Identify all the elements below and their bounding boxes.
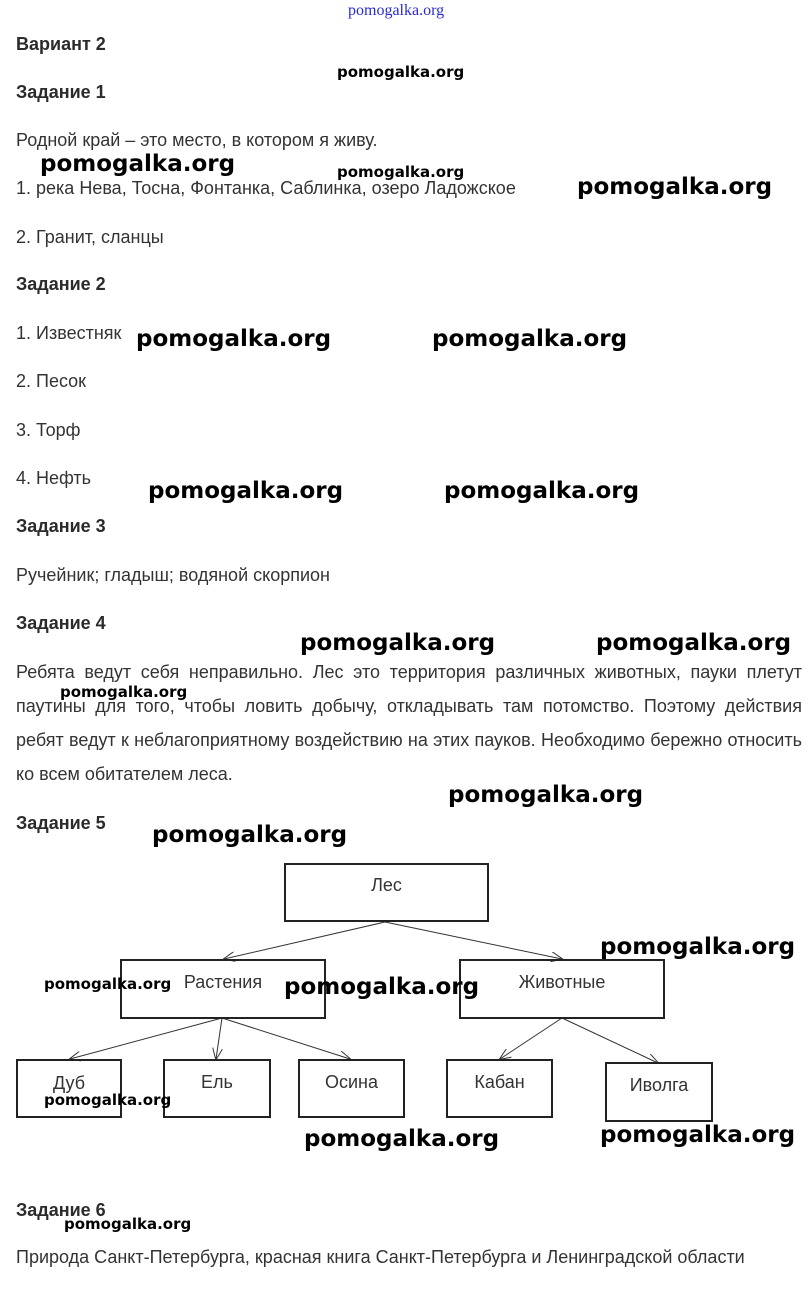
arrow-plants-spruce (216, 1018, 222, 1059)
watermark: pomogalka.org (304, 1126, 500, 1152)
watermark: pomogalka.org (432, 326, 628, 352)
watermark: pomogalka.org (600, 934, 796, 960)
task1-item1: 1. река Нева, Тосна, Фонтанка, Саблинка, озеро Ладожское (16, 178, 516, 198)
task3-title: Задание 3 (16, 516, 106, 536)
watermark: pomogalka.org (448, 782, 644, 808)
box-aspen: Осина (298, 1059, 405, 1118)
watermark: pomogalka.org (40, 151, 236, 177)
arrow-plants-oak (70, 1018, 222, 1059)
task6-title: Задание 6 (16, 1200, 106, 1220)
task2-item-4: 4. Нефть (16, 468, 92, 488)
watermark: pomogalka.org (44, 1091, 172, 1109)
task6-text: Природа Санкт-Петербурга, красная книга Санкт-Петербурга и Ленинградской области (16, 1247, 745, 1267)
task2-item-3: 3. Торф (16, 420, 81, 440)
box-animals: Животные (459, 959, 665, 1019)
task1-item2: 2. Гранит, сланцы (16, 227, 164, 247)
variant-title: Вариант 2 (16, 34, 106, 54)
watermark: pomogalka.org (152, 822, 348, 848)
task3-text: Ручейник; гладыш; водяной скорпион (16, 565, 330, 585)
task2-item-2: 2. Песок (16, 371, 87, 391)
box-oriole: Иволга (605, 1062, 713, 1122)
task2-title: Задание 2 (16, 274, 106, 294)
task4-text: Ребята ведут себя неправильно. Лес это территория различных животных, пауки плетут паутины для того, чтобы ловить добычу, откладывать там потомство. Поэтому действия ребят ведут к неблагоприятному воздействию на этих пауков. Необходимо бережно относить ко всем обитателем леса. (16, 662, 802, 784)
task1-title: Задание 1 (16, 82, 106, 102)
watermark: pomogalka.org (596, 630, 792, 656)
watermark: pomogalka.org (64, 1215, 192, 1233)
watermark: pomogalka.org (44, 975, 172, 993)
task5-title: Задание 5 (16, 813, 106, 833)
arrow-forest-animals (385, 922, 562, 959)
watermark: pomogalka.org (600, 1122, 796, 1148)
box-plants: Растения (120, 959, 326, 1019)
task1-intro: Родной край – это место, в котором я живу. (16, 130, 378, 150)
box-spruce: Ель (163, 1059, 271, 1118)
site-watermark-top[interactable]: pomogalka.org (348, 2, 445, 19)
box-forest: Лес (284, 863, 489, 922)
box-oak: Дуб (16, 1059, 122, 1118)
watermark: pomogalka.org (444, 478, 640, 504)
watermark: pomogalka.org (337, 63, 465, 81)
arrow-animals-oriole (562, 1018, 658, 1063)
watermark: pomogalka.org (148, 478, 344, 504)
arrow-animals-boar (500, 1018, 562, 1059)
watermark: pomogalka.org (284, 974, 480, 1000)
task2-item-1: 1. Известняк (16, 323, 122, 343)
watermark: pomogalka.org (136, 326, 332, 352)
task4-title: Задание 4 (16, 613, 106, 633)
watermark: pomogalka.org (337, 163, 465, 181)
arrow-plants-aspen (222, 1018, 350, 1059)
watermark: pomogalka.org (300, 630, 496, 656)
box-boar: Кабан (446, 1059, 553, 1118)
arrow-forest-plants (224, 922, 385, 959)
watermark: pomogalka.org (60, 683, 188, 701)
watermark: pomogalka.org (577, 174, 773, 200)
